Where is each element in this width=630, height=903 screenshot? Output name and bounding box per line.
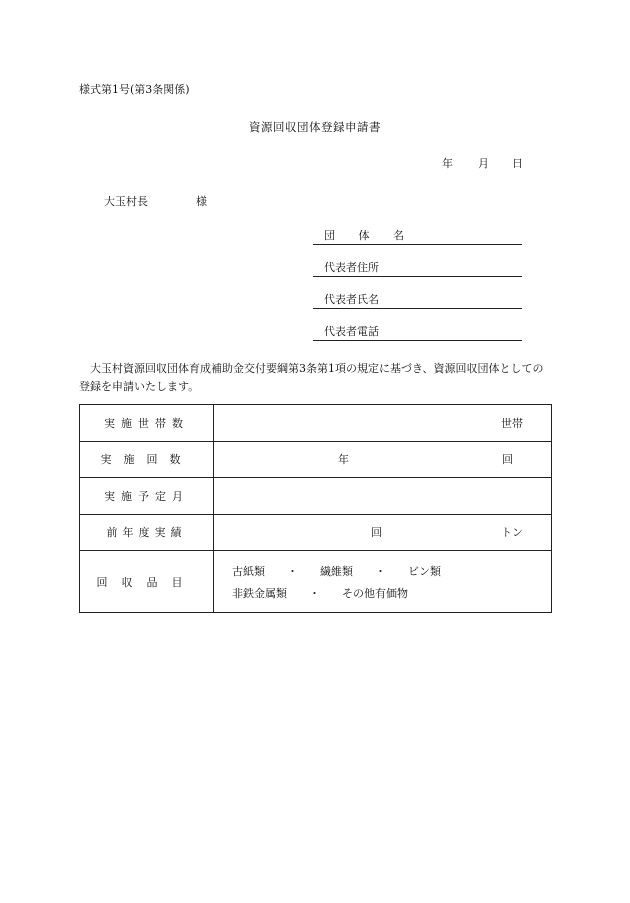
representative-phone-field[interactable] — [313, 322, 522, 341]
application-statement: 大玉村資源回収団体育成補助金交付要綱第3条第1項の規定に基づき、資源回収団体としての登録を申請いたします。 — [79, 362, 544, 393]
planned-months-label-cell — [80, 478, 214, 515]
representative-name-field[interactable] — [313, 290, 522, 309]
households-label: 実施世帯数 — [104, 416, 189, 430]
frequency-input-cell[interactable] — [214, 441, 552, 478]
collection-items-cell[interactable] — [214, 551, 552, 613]
previous-year-tons-unit: トン — [501, 526, 523, 540]
previous-year-input-cell[interactable] — [214, 514, 552, 551]
households-label-cell — [80, 405, 214, 442]
table-row — [80, 514, 552, 551]
collection-items-label: 回収品目 — [96, 575, 197, 589]
addressee-name: 大玉村長 — [104, 195, 148, 208]
collection-items-label-cell — [80, 551, 214, 613]
application-details-table — [79, 404, 552, 613]
date-year-label: 年 — [442, 157, 453, 170]
planned-months-input-cell[interactable] — [214, 478, 552, 515]
form-number-label: 様式第1号(第3条関係) — [79, 83, 190, 96]
representative-name-label: 代表者氏名 — [324, 293, 379, 306]
representative-address-label: 代表者住所 — [324, 261, 379, 274]
previous-year-times-unit: 回 — [371, 526, 382, 540]
previous-year-label: 前年度実績 — [106, 526, 187, 540]
table-row — [80, 405, 552, 442]
households-unit: 世帯 — [501, 416, 523, 430]
addressee-honorific: 様 — [196, 195, 207, 208]
planned-months-label: 実施予定月 — [104, 489, 189, 503]
frequency-year-unit: 年 — [338, 453, 349, 467]
date-month-label: 月 — [478, 157, 489, 170]
previous-year-label-cell — [80, 514, 214, 551]
frequency-label-cell — [80, 441, 214, 478]
representative-phone-label: 代表者電話 — [324, 325, 379, 338]
frequency-times-unit: 回 — [502, 453, 513, 467]
collection-items-line-2: 非鉄金属類 ・ その他有価物 — [232, 587, 408, 601]
organization-name-field[interactable] — [313, 226, 522, 245]
table-row — [80, 551, 552, 613]
table-row — [80, 441, 552, 478]
frequency-label: 実施回数 — [100, 453, 193, 467]
table-row — [80, 478, 552, 515]
date-day-label: 日 — [512, 157, 523, 170]
organization-name-label: 団 体 名 — [324, 229, 414, 242]
document-title: 資源回収団体登録申請書 — [249, 120, 381, 134]
collection-items-line-1: 古紙類 ・ 繊維類 ・ ビン類 — [232, 565, 441, 579]
representative-address-field[interactable] — [313, 258, 522, 277]
households-input-cell[interactable] — [214, 405, 552, 442]
